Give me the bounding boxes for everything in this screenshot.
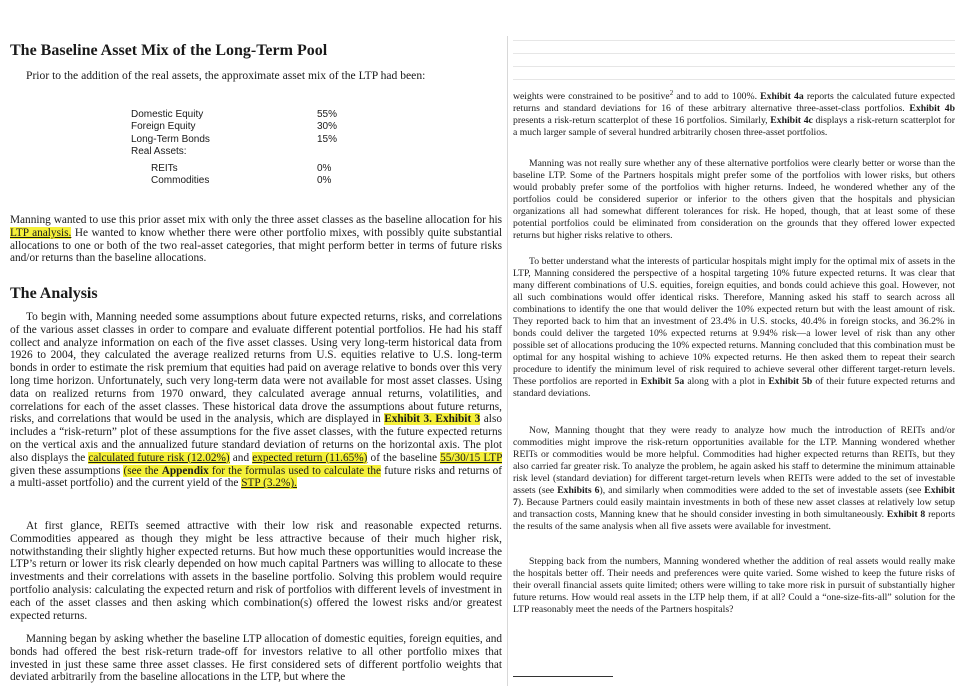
asset-label: REITs <box>151 162 178 174</box>
paragraph-first-glance: At first glance, REITs seemed attractive with their low risk and reasonable expected returns. Commodities appeared as though they might be less attractive because of their much higher risk, notwithstanding their slightly higher expected returns. But how much these opportunities would increase the LTP’s return or lower its risk clearly depended on how much capital Partners was willing to allocate to these investments and their correlations with assets in the baseline portfolio. Solving this problem would require portfolio analysis: calculating the expected return and risk of portfolios with different levels of investment in each of the asset classes and then asking which combination(s) offered the lowest risks and/or greatest expected returns. <box>10 520 502 622</box>
asset-mix-table <box>131 109 337 187</box>
asset-mix-row <box>131 109 337 121</box>
paragraph-reits-commodities: Now, Manning thought that they were ready to analyze how much the introduction of REITs and/or commodities might improve the risk-return opportunities available for the LTP. Manning wondered whether REITs or commodities would be more helpful. Commodities had higher expected returns than REITs, but they also carried far greater risk. To analyze the problem, he again asked his staff to determine the minimum attainable risk level (standard deviation) for different target-return levels when REITs were added to the set of investable assets (see Exhibits 6), and similarly when commodities were added to the set of investable assets (see Exhibit 7). Because Partners could easily maintain investments in both of these new asset classes at relatively low setup and transaction costs, Manning knew that he should consider investing in both simultaneously. Exhibit 8 reports the results of the same analysis when all five assets were available for investment. <box>513 425 955 532</box>
asset-value: 0% <box>317 162 332 174</box>
asset-value: 15% <box>317 133 338 145</box>
paragraph-alternatives: Manning was not really sure whether any of these alternative portfolios were clearly better or worse than the baseline LTP. Some of the Partners hospitals might prefer some of the portfolios with lower risks, but others would probably prefer some of the portfolios with higher returns. Indeed, he wondered whether any of the portfolios could be considered superior or inferior to the others given that the hospitals and physician organizations all had somewhat different tolerances for risk. He hoped, though, that at least some of these potential portfolios could be eliminated from consideration on the grounds that they offered lower expected returns but higher risks relative to others. <box>513 158 955 241</box>
intro-text: Prior to the addition of the real assets, the approximate asset mix of the LTP had been: <box>26 69 426 82</box>
column-divider <box>507 36 508 686</box>
paragraph-analysis: To begin with, Manning needed some assumptions about future expected returns, risks, and correlations of the various asset classes in order to compare and evaluate different potential portfolios. He had his staff collect and analyze information on each of the five asset classes. Using very long-term historical data from 1926 to 2004, they calculated the average realized returns from U.S. equities relative to U.S. long-term bonds in order to estimate the risk premium that equities had paid on average relative to bonds over this very long time horizon. Unfortunately, such very long-term data were not available for most asset classes. Using data on realized returns from 1970 onward, they calculated average annual returns, volatilities, and correlations for each of the asset classes. These historical data drove the assumptions about future returns, risks, and correlations that would be used in the analysis, which are displayed in Exhibit 3. Exhibit 3 also includes a “risk-return” plot of these assumptions for the five asset classes, with the future expected returns on the vertical axis and the annualized future standard deviation of returns on the horizontal axis. The plot also displays the calculated future risk (12.02%) and expected return (11.65%) of the baseline 55/30/15 LTP given these assumptions (see the Appendix for the formulas used to calculate the future risks and returns of a multi-asset portfolio) and the current yield of the STP (3.2%). <box>10 311 502 490</box>
asset-value: 0% <box>317 175 332 187</box>
highlight: STP (3.2%). <box>241 477 297 490</box>
asset-label: Foreign Equity <box>131 121 196 133</box>
exhibit-3-ref[interactable]: Exhibit 3. Exhibit 3 <box>384 413 481 426</box>
highlight: (see the Appendix for the formulas used to calculate the <box>123 464 382 477</box>
exhibit-4c-ref[interactable]: Exhibit 4c <box>770 115 813 127</box>
exhibit-6-ref[interactable]: Exhibits 6 <box>557 485 600 496</box>
asset-label: Long-Term Bonds <box>131 133 210 145</box>
asset-mix-row <box>131 146 337 158</box>
appendix-ref[interactable]: Appendix <box>161 464 209 477</box>
footnote-rule <box>513 676 613 677</box>
paragraph-target-10: To better understand what the interests of particular hospitals might imply for the optimal mix of assets in the LTP, Manning considered the perspective of a hospital targeting 10% future expected returns. It was clear that many different combinations of U.S. equities, foreign equities, and bonds could achieve this goal. However, not all such combinations would offer identical risks. Therefore, Manning asked his staff to search across all combinations to identify the one that would deliver the 10% expected return but with the least amount of risk. They reported back to him that an investment of 23.4% in U.S. stocks, 40.4% in foreign stocks, and 36.2% in bonds could deliver the targeted 10% expected returns at 9.94% risk—a lower level of risk than any other possible set of allocations producing the 10% expected returns. Manning concluded that this combination must be optimal for any hospital wishing to achieve 10% expected returns. He then asked them to repeat their search procedure to identify the minimum level of risk required to achieve several other different target-return levels. These portfolios are reported in Exhibit 5a along with a plot in Exhibit 5b of their future expected returns and standard deviations. <box>513 256 956 399</box>
paragraph-manning-began: Manning began by asking whether the baseline LTP allocation of domestic equities, foreign equities, and bonds had offered the best risk-return trade-off for investors relative to all other portfolio mixes that invested in just these same three asset classes. He first considered sets of different portfolio weights that deviated arbitrarily from the baseline allocations in the LTP, but where the <box>10 633 502 684</box>
asset-label: Domestic Equity <box>131 109 204 120</box>
asset-value: 30% <box>317 121 338 133</box>
paragraph-baseline: Manning wanted to use this prior asset mix with only the three asset classes as the baseline allocation for his LTP analysis. He wanted to know whether there were other portfolio mixes, with possibly quite substantial allocations to one or both of the two real-asset categories, that might perform better in terms of future risks and/or returns than the baseline allocations. <box>10 214 502 265</box>
section-title-analysis: The Analysis <box>10 285 98 302</box>
highlight: 55/30/15 LTP <box>440 451 502 464</box>
ruled-line <box>513 40 955 41</box>
exhibit-4b-ref[interactable]: Exhibit 4b <box>909 103 956 115</box>
asset-value <box>317 146 337 158</box>
asset-mix-row <box>131 134 337 146</box>
ruled-line <box>513 66 955 67</box>
highlight: expected return (11.65%) <box>252 451 368 464</box>
exhibit-5b-ref[interactable]: Exhibit 5b <box>768 376 813 387</box>
section-title-baseline: The Baseline Asset Mix of the Long-Term Pool <box>10 42 328 59</box>
exhibit-7-ref[interactable]: Exhibit 7 <box>513 485 955 508</box>
asset-value: 55% <box>317 109 338 120</box>
asset-label: Real Assets: <box>131 146 187 158</box>
asset-mix-row <box>131 163 337 175</box>
paragraph-stepping-back: Stepping back from the numbers, Manning wondered whether the addition of real assets would really make the hospitals better off. Their needs and preferences were quite varied. Some wished to keep the future risks of their overall financial assets quite limited; others were willing to take more risk in pursuit of substantially higher future returns. How would real assets in the LTP help them, if at all? Could a “one-size-fits-all” solution for the LTP reasonably meet the needs of the Partners hospitals? <box>513 556 955 615</box>
highlight: calculated future risk (12.02%) <box>88 451 230 464</box>
asset-mix-row <box>131 121 337 133</box>
asset-label: Commodities <box>151 175 210 187</box>
exhibit-4a-ref[interactable]: Exhibit 4a <box>760 91 804 103</box>
paragraph-exhibit4: weights were constrained to be positive$^2$ and to add to 100%. Exhibit 4a reports the calculated future expected returns and standard deviations for 16 of these arbitrary alternative three-asset-class portfolios. Exhibit 4b presents a risk-return scatterplot of these 16 portfolios. Similarly, Exhibit 4c displays a risk-return scatterplot for a much larger sample of several hundred arbitrarily chosen three-asset portfolios. <box>513 89 956 139</box>
highlight: LTP analysis. <box>10 226 72 239</box>
ruled-line <box>513 79 955 80</box>
asset-mix-row <box>131 175 337 187</box>
ruled-line <box>513 53 955 54</box>
exhibit-8-ref[interactable]: Exhibit 8 <box>886 509 926 520</box>
exhibit-5a-ref[interactable]: Exhibit 5a <box>640 376 685 387</box>
